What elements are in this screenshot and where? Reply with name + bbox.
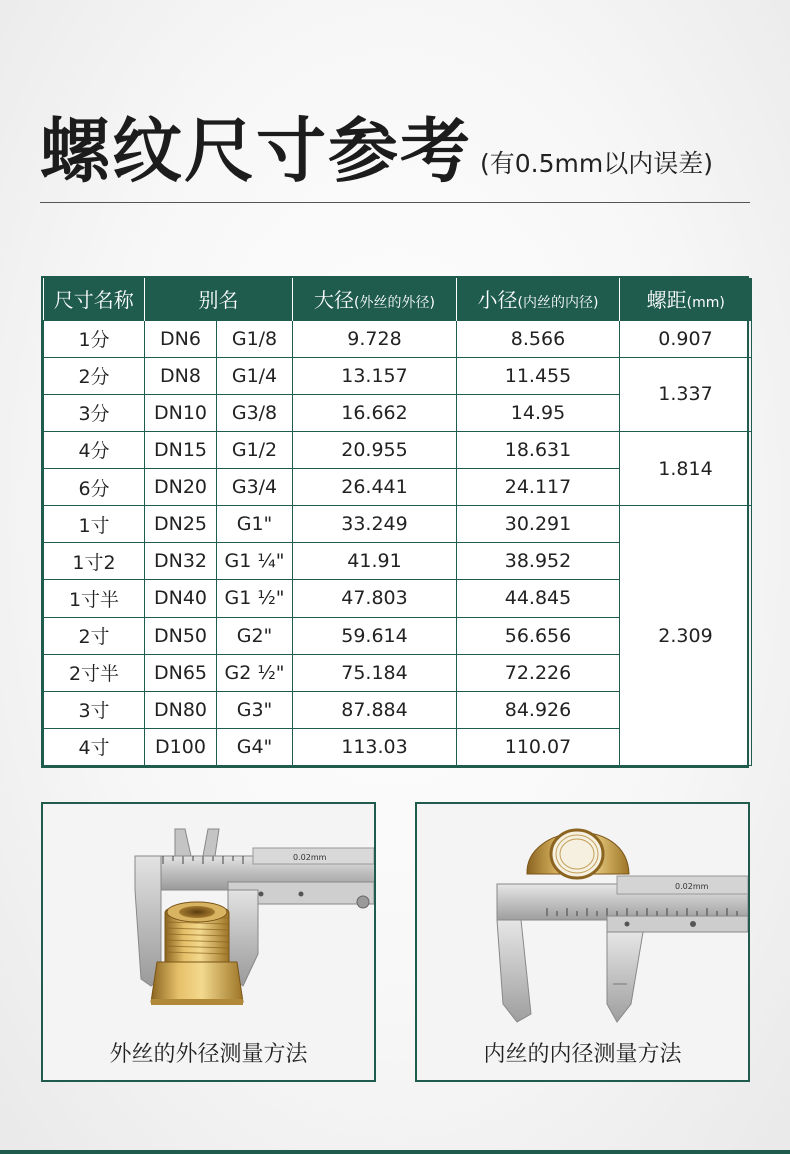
g-thread-cell: G1 ½"	[217, 580, 293, 617]
header-major-diameter: 大径(外丝的外径)	[293, 278, 457, 320]
internal-measure-caption: 内丝的内径测量方法	[483, 1042, 682, 1067]
major-diameter-cell: 9.728	[293, 320, 457, 357]
major-diameter-cell: 26.441	[293, 469, 457, 506]
major-diameter-cell: 20.955	[293, 431, 457, 468]
g-thread-cell: G1 ¼"	[217, 543, 293, 580]
minor-diameter-cell: 14.95	[457, 394, 620, 431]
dn-cell: DN65	[145, 654, 217, 691]
major-diameter-cell: 47.803	[293, 580, 457, 617]
external-thread-measure-photo	[41, 802, 376, 1082]
page-title: 螺纹尺寸参考	[40, 110, 472, 192]
g-thread-cell: G1"	[217, 506, 293, 543]
major-diameter-cell: 41.91	[293, 543, 457, 580]
major-diameter-cell: 75.184	[293, 654, 457, 691]
size-name-cell: 2寸	[44, 617, 145, 654]
internal-thread-measure-photo	[415, 802, 750, 1082]
major-diameter-cell: 113.03	[293, 728, 457, 765]
minor-diameter-cell: 110.07	[457, 728, 620, 765]
dn-cell: DN8	[145, 357, 217, 394]
size-name-cell: 2寸半	[44, 654, 145, 691]
minor-diameter-cell: 30.291	[457, 506, 620, 543]
minor-diameter-cell: 72.226	[457, 654, 620, 691]
dn-cell: DN50	[145, 617, 217, 654]
major-diameter-cell: 87.884	[293, 691, 457, 728]
dn-cell: DN32	[145, 543, 217, 580]
title-divider	[40, 202, 750, 203]
table-row	[44, 506, 752, 543]
major-diameter-cell: 33.249	[293, 506, 457, 543]
tolerance-note: (有0.5mm以内误差)	[480, 149, 713, 178]
g-thread-cell: G4"	[217, 728, 293, 765]
size-name-cell: 1寸半	[44, 580, 145, 617]
minor-diameter-cell: 8.566	[457, 320, 620, 357]
minor-diameter-cell: 56.656	[457, 617, 620, 654]
g-thread-cell: G3/4	[217, 469, 293, 506]
dn-cell: DN6	[145, 320, 217, 357]
size-name-cell: 2分	[44, 357, 145, 394]
size-name-cell: 1寸	[44, 506, 145, 543]
minor-diameter-cell: 38.952	[457, 543, 620, 580]
minor-diameter-cell: 18.631	[457, 431, 620, 468]
thread-size-table	[41, 276, 749, 768]
minor-diameter-cell: 24.117	[457, 469, 620, 506]
caliper-resolution-label-right: 0.02mm	[675, 882, 709, 891]
size-name-cell: 4寸	[44, 728, 145, 765]
pitch-cell: 2.309	[620, 506, 752, 766]
dn-cell: DN15	[145, 431, 217, 468]
table-row	[44, 320, 752, 357]
dn-cell: DN80	[145, 691, 217, 728]
major-diameter-cell: 16.662	[293, 394, 457, 431]
size-name-cell: 3寸	[44, 691, 145, 728]
minor-diameter-cell: 44.845	[457, 580, 620, 617]
pitch-cell: 1.814	[620, 431, 752, 505]
g-thread-cell: G2 ½"	[217, 654, 293, 691]
g-thread-cell: G1/4	[217, 357, 293, 394]
dn-cell: DN25	[145, 506, 217, 543]
g-thread-cell: G1/2	[217, 431, 293, 468]
caliper-resolution-label: 0.02mm	[293, 853, 327, 862]
size-name-cell: 1寸2	[44, 543, 145, 580]
bottom-accent-bar	[0, 1150, 790, 1154]
pitch-cell: 0.907	[620, 320, 752, 357]
g-thread-cell: G3"	[217, 691, 293, 728]
major-diameter-cell: 59.614	[293, 617, 457, 654]
size-name-cell: 1分	[44, 320, 145, 357]
title-block	[40, 96, 750, 192]
g-thread-cell: G3/8	[217, 394, 293, 431]
external-measure-caption: 外丝的外径测量方法	[109, 1042, 308, 1067]
table-row	[44, 357, 752, 394]
table-row	[44, 431, 752, 468]
pitch-cell: 1.337	[620, 357, 752, 431]
header-alias: 别名	[145, 278, 293, 320]
dn-cell: DN20	[145, 469, 217, 506]
header-size-name: 尺寸名称	[44, 278, 145, 320]
size-name-cell: 3分	[44, 394, 145, 431]
table-header-row	[44, 278, 752, 320]
major-diameter-cell: 13.157	[293, 357, 457, 394]
g-thread-cell: G1/8	[217, 320, 293, 357]
header-pitch: 螺距(mm)	[620, 278, 752, 320]
g-thread-cell: G2"	[217, 617, 293, 654]
minor-diameter-cell: 11.455	[457, 357, 620, 394]
dn-cell: DN10	[145, 394, 217, 431]
measurement-photos	[41, 802, 750, 1082]
dn-cell: D100	[145, 728, 217, 765]
header-minor-diameter: 小径(内丝的内径)	[457, 278, 620, 320]
dn-cell: DN40	[145, 580, 217, 617]
minor-diameter-cell: 84.926	[457, 691, 620, 728]
size-name-cell: 4分	[44, 431, 145, 468]
size-name-cell: 6分	[44, 469, 145, 506]
